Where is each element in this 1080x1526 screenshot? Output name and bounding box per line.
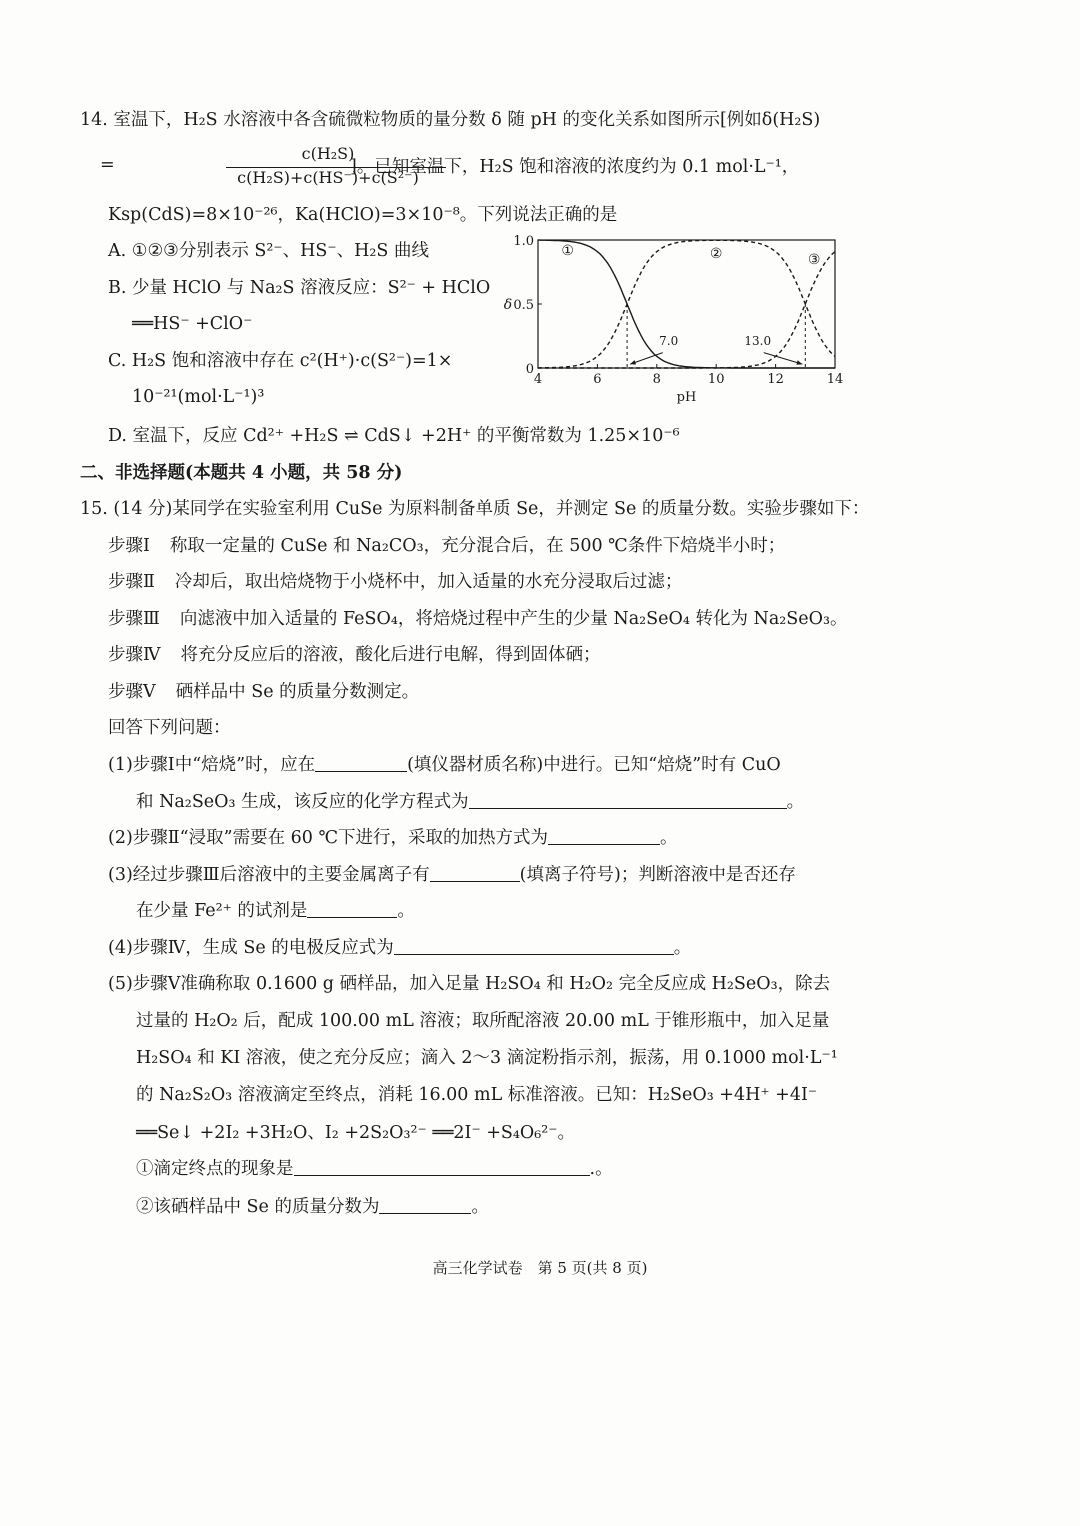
step-text: 冷却后，取出焙烧物于小烧杯中，加入适量的水充分浸取后过滤； (174, 572, 683, 592)
fraction-denominator: c(H₂S)+c(HS⁻)+c(S²⁻) (237, 168, 419, 187)
y-tick-label: 1.0 (513, 234, 534, 249)
series-label-1: ① (561, 243, 574, 260)
part-3-line2 (136, 899, 415, 923)
series-label-3: ③ (807, 252, 821, 269)
series-label-2: ② (709, 245, 723, 262)
q14-option-c-line2: 10⁻²¹(mol·L⁻¹)³ (132, 387, 265, 407)
step-4 (108, 643, 600, 667)
step-text: 向滤液中加入适量的 FeSO₄，将焙烧过程中产生的少量 Na₂SeO₄ 转化为 Na₂SeO₃。 (179, 609, 848, 629)
q14-stem-line3: Ksp(CdS)=8×10⁻²⁶，Ka(HClO)=3×10⁻⁸。下列说法正确的是 (108, 205, 618, 225)
part-3-end: 。 (397, 901, 415, 921)
part-3-text-b: (填离子符号)；判断溶液中是否还存 (519, 865, 796, 885)
sub-question-2-text: ②该硒样品中 Se 的质量分数为 (136, 1197, 380, 1217)
sub-question-1-text: ①滴定终点的现象是 (136, 1159, 294, 1179)
q14-option-d: D. 室温下，反应 Cd²⁺ +H₂S ⇌ CdS↓ +2H⁺ 的平衡常数为 1.25×10⁻⁶ (108, 426, 680, 446)
sub-question-1-end: .。 (589, 1159, 613, 1179)
q14-stem-line1: 14. 室温下，H₂S 水溶液中各含硫微粒物质的量分数 δ 随 pH 的变化关系如图所示[例如δ(H₂S) (80, 110, 821, 130)
part-3-text-c: 在少量 Fe²⁺ 的试剂是 (136, 901, 308, 921)
step-3 (108, 607, 847, 631)
q14-option-a: A. ①②③分别表示 S²⁻、HS⁻、H₂S 曲线 (108, 241, 429, 261)
y-tick-label: 0.5 (513, 298, 534, 313)
annotation-label-1: 7.0 (659, 333, 679, 348)
x-tick-label: 10 (707, 372, 725, 387)
series-curve-1 (538, 240, 835, 368)
page-footer: 高三化学试卷 第 5 页(共 8 页) (432, 1259, 648, 1277)
step-label: 步骤Ⅰ (108, 536, 150, 556)
part-5-line4: 的 Na₂S₂O₃ 溶液滴定至终点，消耗 16.00 mL 标准溶液。已知：H₂SeO₃ +4H⁺ +4I⁻ (136, 1085, 818, 1105)
annotation-label-2: 13.0 (744, 333, 772, 348)
annotation-arrowhead-1 (630, 360, 636, 364)
part-2-text: (2)步骤Ⅱ“浸取”需要在 60 ℃下进行，采取的加热方式为 (108, 828, 549, 848)
step-label: 步骤Ⅲ (108, 609, 160, 629)
section-title: 二、非选择题(本题共 4 小题，共 58 分) (80, 463, 403, 483)
x-tick-label: 14 (826, 372, 844, 387)
part-1-text-b: (填仪器材质名称)中进行。已知“焙烧”时有 CuO (407, 755, 781, 775)
series-curve-3 (538, 252, 835, 368)
q14-option-b-line2: ══HS⁻ +ClO⁻ (132, 314, 253, 334)
sub-question-2-end: 。 (471, 1197, 489, 1217)
x-tick-label: 4 (533, 372, 543, 387)
part-5-line1: (5)步骤Ⅴ准确称取 0.1600 g 硒样品，加入足量 H₂SO₄ 和 H₂O₂ 完全反应成 H₂SeO₃，除去 (108, 974, 831, 994)
part-3-line1 (108, 863, 796, 887)
part-1-text: (1)步骤Ⅰ中“焙烧”时，应在 (108, 755, 316, 775)
part-2-end: 。 (660, 828, 678, 848)
annotation-arrow-2 (764, 353, 803, 365)
answer-blank-4[interactable] (430, 863, 520, 882)
y-tick-label: 0 (525, 362, 534, 377)
fraction-equals: = (100, 155, 115, 175)
answer-blank-7[interactable] (294, 1157, 590, 1176)
step-5 (108, 680, 419, 704)
answer-blank-3[interactable] (548, 826, 660, 845)
part-4-end: 。 (673, 938, 692, 958)
x-axis-label: pH (676, 390, 697, 405)
annotation-arrowhead-2 (796, 360, 802, 365)
y-axis-label: δ (503, 297, 513, 313)
series-curve-2 (538, 240, 835, 368)
answer-blank-5[interactable] (307, 899, 397, 918)
q15-intro: 15. (14 分)某同学在实验室利用 CuSe 为原料制备单质 Se，并测定 Se 的质量分数。实验步骤如下： (80, 499, 870, 519)
part-2 (108, 826, 678, 850)
q14-option-b-line1: B. 少量 HClO 与 Na₂S 溶液反应：S²⁻ + HClO (108, 278, 491, 298)
sub-question-1 (136, 1157, 613, 1181)
step-text: 称取一定量的 CuSe 和 Na₂CO₃，充分混合后，在 500 ℃条件下焙烧半小时； (169, 536, 786, 556)
step-label: 步骤Ⅱ (108, 572, 155, 592)
answer-blank-1[interactable] (315, 753, 407, 772)
answer-blank-8[interactable] (379, 1195, 471, 1214)
q14-stem-line2: ]。已知室温下，H₂S 饱和溶液的浓度约为 0.1 mol·L⁻¹， (350, 157, 800, 177)
x-tick-label: 8 (652, 372, 661, 387)
part-1-line1 (108, 753, 781, 777)
part-1-text-c: 和 Na₂SeO₃ 生成，该反应的化学方程式为 (136, 792, 469, 812)
x-tick-label: 6 (593, 372, 602, 387)
part-5-line3: H₂SO₄ 和 KI 溶液，使之充分反应；滴入 2～3 滴淀粉指示剂，振荡，用 0.1000 mol·L⁻¹ (136, 1048, 838, 1068)
x-tick-label: 12 (767, 372, 784, 387)
step-2 (108, 570, 682, 594)
q14-option-c-line1: C. H₂S 饱和溶液中存在 c²(H⁺)·c(S²⁻)=1× (108, 351, 453, 371)
step-text: 硒样品中 Se 的质量分数测定。 (175, 682, 420, 702)
step-label: 步骤Ⅴ (108, 682, 156, 702)
part-4 (108, 936, 691, 960)
fraction-numerator: c(H₂S) (301, 144, 355, 163)
part-5-line5: ══Se↓ +2I₂ +3H₂O、I₂ +2S₂O₃²⁻ ══2I⁻ +S₄O₆²⁻。 (136, 1123, 576, 1143)
plot-frame (538, 240, 835, 368)
part-3-text: (3)经过步骤Ⅲ后溶液中的主要金属离子有 (108, 865, 430, 885)
delta-ph-chart (500, 230, 860, 410)
answer-blank-2[interactable] (469, 790, 787, 809)
part-5-line2: 过量的 H₂O₂ 后，配成 100.00 mL 溶液；取所配溶液 20.00 mL 于锥形瓶中，加入足量 (136, 1011, 830, 1031)
step-label: 步骤Ⅳ (108, 645, 161, 665)
answer-prompt: 回答下列问题： (108, 718, 231, 738)
part-1-line2 (136, 790, 804, 814)
step-1 (108, 534, 785, 558)
part-4-text: (4)步骤Ⅳ，生成 Se 的电极反应式为 (108, 938, 394, 958)
step-text: 将充分反应后的溶液，酸化后进行电解，得到固体硒； (180, 645, 601, 665)
part-1-end: 。 (786, 792, 805, 812)
answer-blank-6[interactable] (394, 936, 674, 955)
sub-question-2 (136, 1195, 489, 1219)
